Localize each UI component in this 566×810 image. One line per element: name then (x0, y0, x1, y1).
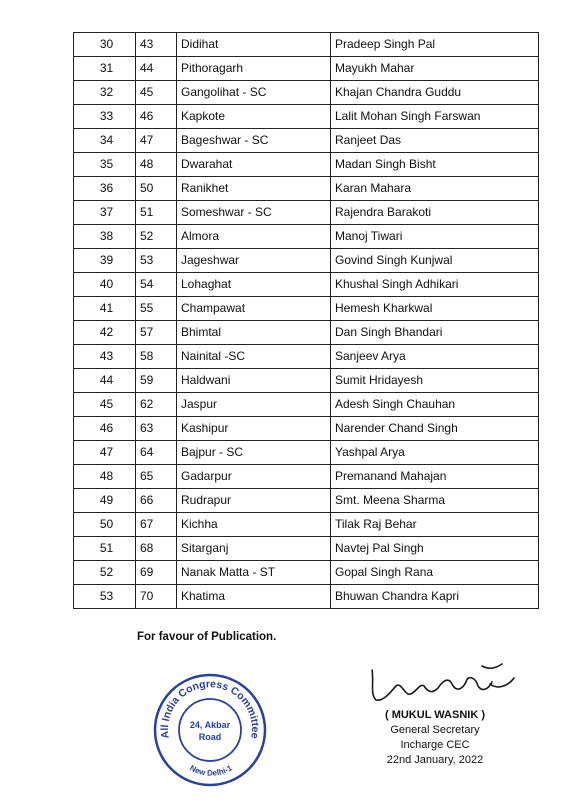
table-row (74, 201, 539, 225)
candidate-name-cell: Khajan Chandra Guddu (331, 81, 539, 105)
candidate-name-cell: Madan Singh Bisht (331, 153, 539, 177)
candidate-name-cell: Gopal Singh Rana (331, 561, 539, 585)
constituency-name-cell: Gadarpur (177, 465, 331, 489)
signatory-name: ( MUKUL WASNIK ) (384, 709, 485, 721)
constituency-number-cell: 48 (136, 153, 177, 177)
table-row (74, 489, 539, 513)
table-row (74, 417, 539, 441)
candidate-name-cell: Navtej Pal Singh (331, 537, 539, 561)
table-row (74, 153, 539, 177)
candidate-name-cell: Adesh Singh Chauhan (331, 393, 539, 417)
constituency-name-cell: Sitarganj (177, 537, 331, 561)
constituency-name-cell: Almora (177, 225, 331, 249)
constituency-name-cell: Nanak Matta - ST (177, 561, 331, 585)
seal-bottom-text: New Delhi-1 (188, 763, 234, 778)
serial-number-cell: 36 (74, 177, 136, 201)
table-row (74, 321, 539, 345)
table-row (74, 81, 539, 105)
constituency-number-cell: 69 (136, 561, 177, 585)
table-row (74, 273, 539, 297)
serial-number-cell: 39 (74, 249, 136, 273)
constituency-name-cell: Didihat (177, 33, 331, 57)
serial-number-cell: 51 (74, 537, 136, 561)
handwritten-signature (362, 660, 522, 708)
congress-seal (152, 672, 268, 788)
table-row (74, 393, 539, 417)
seal-center-line2: Road (198, 732, 222, 742)
seal-inner-ring (179, 699, 241, 761)
constituency-name-cell: Khatima (177, 585, 331, 609)
table-row (74, 513, 539, 537)
serial-number-cell: 52 (74, 561, 136, 585)
candidate-name-cell: Govind Singh Kunjwal (331, 249, 539, 273)
seal-outer-ring (155, 675, 265, 785)
serial-number-cell: 41 (74, 297, 136, 321)
signatory-role: Incharge CEC (400, 739, 470, 751)
signatory-date: 22nd January, 2022 (386, 754, 484, 766)
constituency-number-cell: 43 (136, 33, 177, 57)
serial-number-cell: 33 (74, 105, 136, 129)
table-row (74, 129, 539, 153)
candidate-table-body (74, 33, 539, 609)
constituency-number-cell: 62 (136, 393, 177, 417)
constituency-number-cell: 44 (136, 57, 177, 81)
candidate-name-cell: Hemesh Kharkwal (331, 297, 539, 321)
constituency-name-cell: Jageshwar (177, 249, 331, 273)
table-row (74, 537, 539, 561)
constituency-number-cell: 52 (136, 225, 177, 249)
constituency-name-cell: Kapkote (177, 105, 331, 129)
constituency-name-cell: Lohaghat (177, 273, 331, 297)
constituency-name-cell: Bhimtal (177, 321, 331, 345)
table-row (74, 465, 539, 489)
table-row (74, 297, 539, 321)
constituency-number-cell: 57 (136, 321, 177, 345)
table-row (74, 441, 539, 465)
constituency-name-cell: Jaspur (177, 393, 331, 417)
constituency-name-cell: Dwarahat (177, 153, 331, 177)
serial-number-cell: 53 (74, 585, 136, 609)
serial-number-cell: 50 (74, 513, 136, 537)
constituency-name-cell: Haldwani (177, 369, 331, 393)
table-row (74, 585, 539, 609)
table-row (74, 225, 539, 249)
serial-number-cell: 44 (74, 369, 136, 393)
candidate-name-cell: Bhuwan Chandra Kapri (331, 585, 539, 609)
serial-number-cell: 43 (74, 345, 136, 369)
candidate-name-cell: Rajendra Barakoti (331, 201, 539, 225)
constituency-name-cell: Gangolihat - SC (177, 81, 331, 105)
serial-number-cell: 49 (74, 489, 136, 513)
candidate-name-cell: Sanjeev Arya (331, 345, 539, 369)
constituency-number-cell: 51 (136, 201, 177, 225)
candidate-table (73, 32, 539, 609)
constituency-number-cell: 58 (136, 345, 177, 369)
serial-number-cell: 38 (74, 225, 136, 249)
constituency-name-cell: Rudrapur (177, 489, 331, 513)
candidate-name-cell: Pradeep Singh Pal (331, 33, 539, 57)
constituency-number-cell: 63 (136, 417, 177, 441)
signatory-block (355, 708, 515, 768)
table-row (74, 177, 539, 201)
constituency-name-cell: Kichha (177, 513, 331, 537)
candidate-name-cell: Sumit Hridayesh (331, 369, 539, 393)
table-row (74, 345, 539, 369)
candidate-name-cell: Dan Singh Bhandari (331, 321, 539, 345)
constituency-name-cell: Bajpur - SC (177, 441, 331, 465)
constituency-number-cell: 46 (136, 105, 177, 129)
constituency-number-cell: 67 (136, 513, 177, 537)
candidate-name-cell: Karan Mahara (331, 177, 539, 201)
serial-number-cell: 45 (74, 393, 136, 417)
publication-note: For favour of Publication. (137, 631, 277, 643)
serial-number-cell: 34 (74, 129, 136, 153)
candidate-name-cell: Tilak Raj Behar (331, 513, 539, 537)
seal-ring-text: All India Congress Committee (158, 678, 262, 740)
candidate-name-cell: Mayukh Mahar (331, 57, 539, 81)
table-row (74, 561, 539, 585)
candidate-name-cell: Yashpal Arya (331, 441, 539, 465)
signatory-title: General Secretary (390, 724, 480, 736)
constituency-number-cell: 66 (136, 489, 177, 513)
constituency-number-cell: 64 (136, 441, 177, 465)
constituency-name-cell: Pithoragarh (177, 57, 331, 81)
serial-number-cell: 40 (74, 273, 136, 297)
table-row (74, 57, 539, 81)
candidate-name-cell: Manoj Tiwari (331, 225, 539, 249)
table-row (74, 105, 539, 129)
serial-number-cell: 48 (74, 465, 136, 489)
serial-number-cell: 30 (74, 33, 136, 57)
constituency-name-cell: Champawat (177, 297, 331, 321)
constituency-number-cell: 45 (136, 81, 177, 105)
constituency-number-cell: 55 (136, 297, 177, 321)
constituency-name-cell: Kashipur (177, 417, 331, 441)
candidate-name-cell: Premanand Mahajan (331, 465, 539, 489)
constituency-number-cell: 53 (136, 249, 177, 273)
candidate-name-cell: Narender Chand Singh (331, 417, 539, 441)
table-row (74, 33, 539, 57)
seal-center-line1: 24, Akbar (189, 720, 231, 730)
constituency-number-cell: 47 (136, 129, 177, 153)
candidate-name-cell: Khushal Singh Adhikari (331, 273, 539, 297)
constituency-name-cell: Ranikhet (177, 177, 331, 201)
constituency-number-cell: 50 (136, 177, 177, 201)
candidate-name-cell: Lalit Mohan Singh Farswan (331, 105, 539, 129)
constituency-number-cell: 65 (136, 465, 177, 489)
constituency-number-cell: 59 (136, 369, 177, 393)
serial-number-cell: 35 (74, 153, 136, 177)
constituency-number-cell: 70 (136, 585, 177, 609)
serial-number-cell: 47 (74, 441, 136, 465)
candidate-name-cell: Ranjeet Das (331, 129, 539, 153)
serial-number-cell: 37 (74, 201, 136, 225)
constituency-name-cell: Nainital -SC (177, 345, 331, 369)
constituency-name-cell: Bageshwar - SC (177, 129, 331, 153)
table-row (74, 369, 539, 393)
serial-number-cell: 31 (74, 57, 136, 81)
candidate-name-cell: Smt. Meena Sharma (331, 489, 539, 513)
serial-number-cell: 32 (74, 81, 136, 105)
serial-number-cell: 42 (74, 321, 136, 345)
serial-number-cell: 46 (74, 417, 136, 441)
constituency-number-cell: 68 (136, 537, 177, 561)
constituency-number-cell: 54 (136, 273, 177, 297)
constituency-name-cell: Someshwar - SC (177, 201, 331, 225)
table-row (74, 249, 539, 273)
